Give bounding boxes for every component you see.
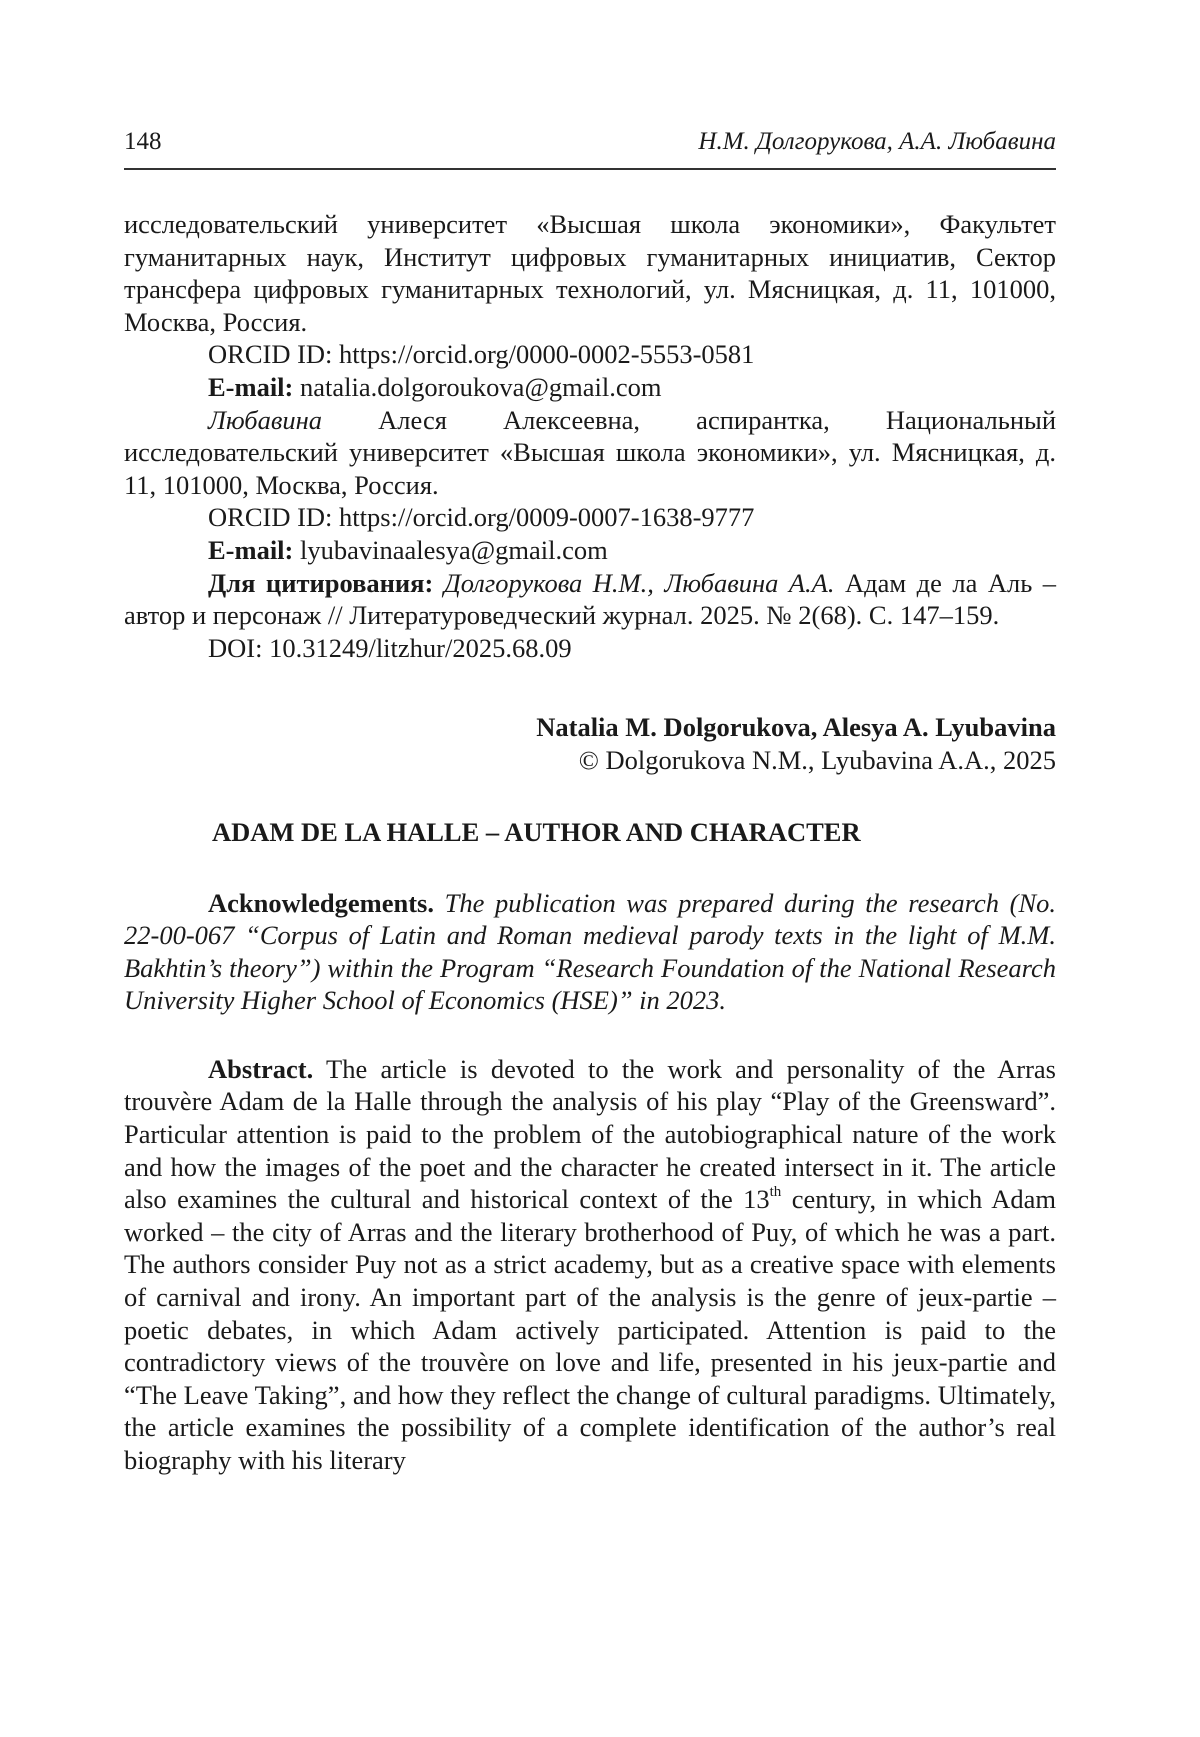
author2-surname: Любавина xyxy=(208,404,323,435)
acknowledgements xyxy=(124,887,1056,1017)
author2-email xyxy=(124,534,1056,567)
citation-text: Адам де ла Аль – автор и персонаж // Литературоведческий журнал. 2025. № 2(68). С. 147–159. xyxy=(124,567,1057,631)
copyright-line: © Dolgorukova N.M., Lyubavina A.A., 2025 xyxy=(578,744,1056,775)
affiliation-text: исследовательский университет «Высшая школа экономики», Факультет гуманитарных наук, Институт цифровых гуманитарных инициатив, Сектор трансфера цифровых гуманитарных технологий, ул. Мясницкая, д. 11, 101000, Москва, Россия. xyxy=(124,209,1056,337)
page-number: 148 xyxy=(124,128,162,155)
email-address[interactable]: lyubavinaalesya@gmail.com xyxy=(300,534,608,565)
email-label: E-mail: xyxy=(208,534,294,565)
doi[interactable]: DOI: 10.31249/litzhur/2025.68.09 xyxy=(208,632,572,663)
author2-orcid xyxy=(124,501,1056,534)
author2-details: Алеся Алексеевна, аспирантка, Национальный исследовательский университет «Высшая школа экономики», ул. Мясницкая, д. 11, 101000, Москва, Россия. xyxy=(124,404,1057,500)
running-header-authors: Н.М. Долгорукова, А.А. Любавина xyxy=(698,128,1056,155)
email-address[interactable]: natalia.dolgoroukova@gmail.com xyxy=(300,371,662,402)
abstract xyxy=(124,1053,1056,1477)
ack-text: The publication was prepared during the research (No. 22-00-067 “Corpus of Latin and Roman medieval parody texts in the light of M.M. Bakhtin’s theory”) within the Program “Research Foundation of the National Research University Higher School of Economics (HSE)” in 2023. xyxy=(124,887,1056,1016)
orcid-label: ORCID ID: xyxy=(208,502,333,533)
superscript-th: th xyxy=(769,1184,782,1201)
author2-info xyxy=(124,404,1056,502)
orcid-link[interactable]: https://orcid.org/0009-0007-1638-9777 xyxy=(339,502,755,533)
author1-orcid xyxy=(124,338,1056,371)
english-authors: Natalia M. Dolgorukova, Alesya A. Lyubavina xyxy=(536,712,1056,743)
running-header xyxy=(124,128,1056,170)
email-label: E-mail: xyxy=(208,371,294,402)
citation-authors: Долгорукова Н.М., Любавина А.А. xyxy=(443,567,835,598)
abstract-text-cont: century, in which Adam worked – the city of Arras and the literary brotherhood of Puy, of which he was a part. The authors consider Puy not as a strict academy, but as a creative space with elements of carnival and irony. An important part of the analysis is the genre of jeux-partie – poetic debates, in which Adam actively participated. Attention is paid to the contradictory views of the trouvère on love and life, presented in his jeux-partie and “The Leave Taking”, and how they reflect the change of cultural paradigms. Ultimately, the article examines the possibility of a complete identification of the author’s real biography with his literary xyxy=(124,1184,1056,1475)
orcid-label: ORCID ID: xyxy=(208,339,333,370)
citation-label: Для цитирования: xyxy=(208,567,434,598)
citation xyxy=(124,567,1056,632)
orcid-link[interactable]: https://orcid.org/0000-0002-5553-0581 xyxy=(339,339,755,370)
ack-label: Acknowledgements. xyxy=(208,887,434,918)
article-body xyxy=(124,208,1056,1477)
abstract-text: The article is devoted to the work and personality of the Arras trouvère Adam de la Halle through the analysis of his play “Play of the Greensward”. Particular attention is paid to the problem of the autobiographical nature of the work and how the images of the poet and the character he created intersect in it. The article also examines the cultural and historical context of the 13 xyxy=(124,1053,1056,1215)
author1-email xyxy=(124,371,1056,404)
article-title: ADAM DE LA HALLE – AUTHOR AND CHARACTER xyxy=(212,816,861,847)
abstract-label: Abstract. xyxy=(208,1053,314,1084)
